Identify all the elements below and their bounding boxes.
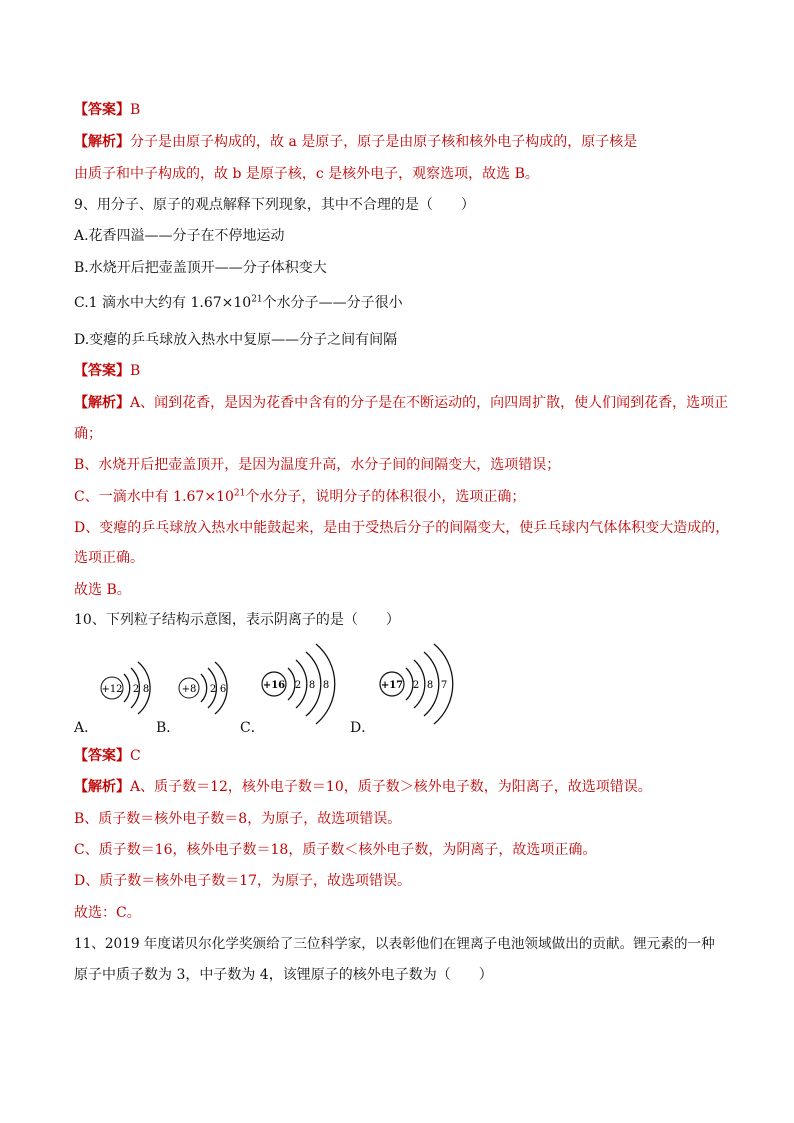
electron-count: 8: [308, 680, 316, 691]
electron-count: 8: [322, 680, 330, 691]
option-label-d: D．: [350, 720, 376, 736]
analysis-10-c: C、质子数＝16，核外电子数＝18，质子数＜核外电子数，为阴离子，故选项正确。: [74, 842, 597, 858]
option-label-b: B．: [156, 720, 181, 736]
question-9-option-c: C.1 滴水中大约有 $1.67\times 10^{21}$个水分子——分子很小: [74, 294, 403, 311]
electron-shell: [201, 674, 207, 702]
electron-count: 2: [294, 680, 302, 691]
electron-count: 7: [440, 680, 448, 691]
analysis-9-a-1: 【解析】A、闻到花香，是因为花香中含有的分子是在不断运动的，向四周扩散，使人们闻到花香，选项正: [74, 395, 729, 411]
question-9-option-b: B.水烧开后把壶盖顶开——分子体积变大: [74, 260, 327, 276]
question-9-option-a: A.花香四溢——分子在不停地运动: [74, 228, 285, 244]
atom-diagram-d: [376, 640, 466, 730]
analysis-10-b: B、质子数＝核外电子数＝8，为原子，故选项错误。: [74, 811, 402, 827]
electron-shell: [124, 674, 130, 702]
question-11-line-2: 原子中质子数为 3，中子数为 4，该锂原子的核外电子数为（ ）: [74, 967, 493, 983]
atom-diagram-b: [175, 652, 245, 722]
answer-line-9: 【答案】B: [74, 363, 141, 379]
analysis-10-conclusion: 故选：C。: [74, 905, 141, 921]
electron-count: 2: [209, 684, 217, 695]
question-10-stem: 10、下列粒子结构示意图，表示阴离子的是（ ）: [74, 612, 400, 628]
nucleus-charge: +17: [380, 680, 404, 691]
analysis-9-d-1: D、变瘪的乒乓球放入热水中能鼓起来，是由于受热后分子的间隔变大，使乒乓球内气体体积变大造成的，: [74, 520, 730, 536]
answer-line-8: 【答案】B: [74, 102, 141, 118]
electron-count: 2: [132, 684, 140, 695]
electron-count: 6: [219, 684, 227, 695]
analysis-10-a: 【解析】A、质子数＝12，核外电子数＝10，质子数＞核外电子数，为阳离子，故选项错误。: [74, 779, 652, 795]
nucleus-charge: +16: [262, 680, 286, 691]
question-9-stem: 9、用分子、原子的观点解释下列现象，其中不合理的是（ ）: [74, 197, 475, 213]
analysis-9-a-2: 确；: [74, 426, 102, 442]
analysis-9-c: C、一滴水中有 $1.67\times 10^{21}$个水分子，说明分子的体积很小，选项正确；: [74, 488, 526, 505]
option-label-a: A．: [74, 720, 99, 736]
electron-count: 8: [426, 680, 434, 691]
analysis-line-8-2: 由质子和中子构成的，故 b 是原子核，c 是核外电子，观察选项，故选 B。: [74, 166, 539, 182]
question-9-option-d: D.变瘪的乒乓球放入热水中复原——分子之间有间隔: [74, 332, 398, 348]
nucleus-charge: +8: [181, 684, 197, 695]
electron-count: 8: [142, 684, 150, 695]
analysis-9-d-2: 选项正确。: [74, 550, 144, 566]
atom-diagram-a: [98, 652, 168, 722]
option-label-c: C．: [240, 720, 265, 736]
atom-diagram-c: [258, 640, 348, 730]
analysis-10-d: D、质子数＝核外电子数＝17，为原子，故选项错误。: [74, 873, 412, 889]
analysis-9-conclusion: 故选 B。: [74, 582, 131, 598]
answer-line-10: 【答案】C: [74, 748, 141, 764]
question-11-line-1: 11、2019 年度诺贝尔化学奖颁给了三位科学家，以表彰他们在锂离子电池领域做出的贡献。锂元素的一种: [74, 936, 715, 952]
electron-count: 2: [412, 680, 420, 691]
analysis-line-8-1: 【解析】分子是由原子构成的，故 a 是原子，原子是由原子核和核外电子构成的，原子核是: [74, 134, 638, 150]
nucleus-charge: +12: [101, 684, 123, 695]
analysis-9-b: B、水烧开后把壶盖顶开，是因为温度升高，水分子间的间隔变大，选项错误；: [74, 457, 561, 473]
